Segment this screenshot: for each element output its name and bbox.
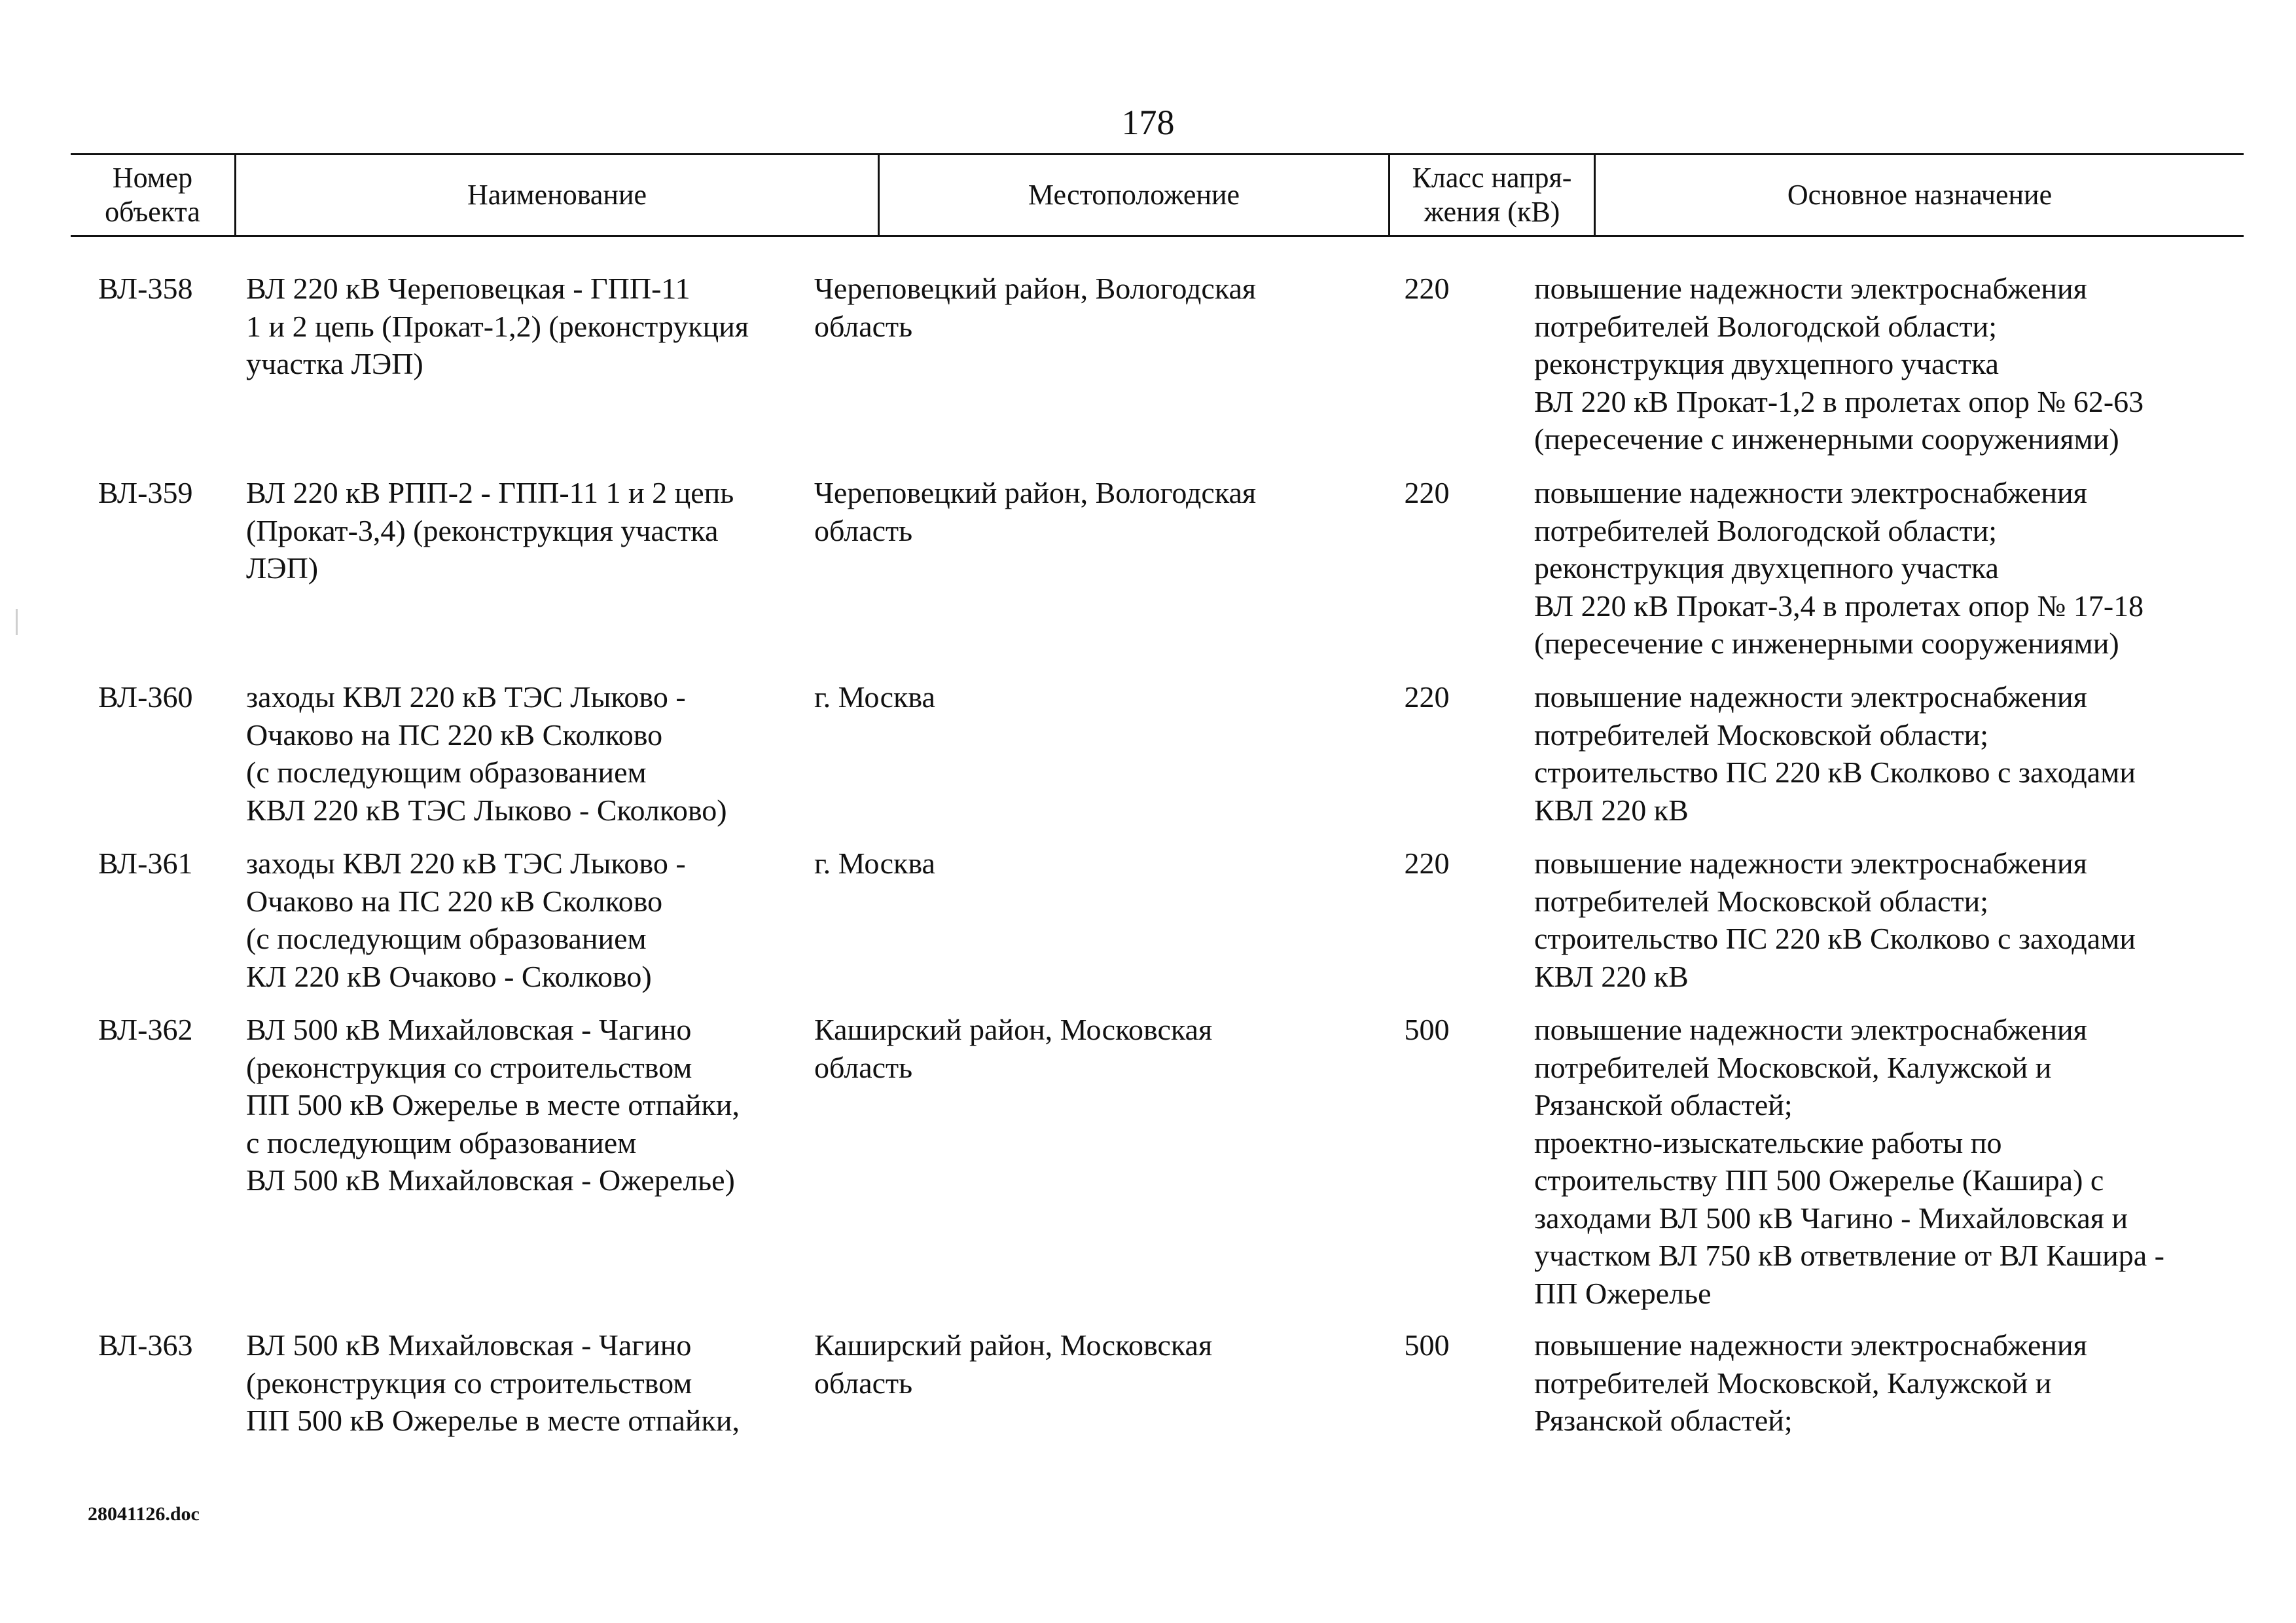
object-name: ВЛ 220 кВ Череповецкая - ГПП-11 1 и 2 цепь (Прокат-1,2) (реконструкция участка ЛЭП) [246, 272, 749, 380]
header-name: Наименование [234, 155, 878, 235]
object-location: г. Москва [814, 847, 935, 880]
header-location: Местоположение [878, 155, 1388, 235]
scan-margin-mark [16, 609, 18, 635]
object-voltage: 500 [1404, 1013, 1450, 1046]
object-voltage: 220 [1404, 847, 1450, 880]
table-header [71, 153, 2244, 237]
page-number: 178 [1121, 103, 1175, 142]
object-name: заходы КВЛ 220 кВ ТЭС Лыково - Очаково на ПС 220 кВ Сколково (с последующим образованием КЛ 220 кВ Очаково - Сколково) [246, 847, 686, 993]
object-name: ВЛ 220 кВ РПП-2 - ГПП-11 1 и 2 цепь (Прокат-3,4) (реконструкция участка ЛЭП) [246, 476, 734, 585]
header-number: Номер объекта [105, 162, 200, 228]
object-purpose: повышение надежности электроснабжения потребителей Вологодской области; реконструкция двухцепного участка ВЛ 220 кВ Прокат-1,2 в пролетах опор № 62-63 (пересечение с инженерными сооружениями) [1534, 272, 2144, 456]
object-number: ВЛ-359 [98, 476, 193, 509]
object-purpose: повышение надежности электроснабжения потребителей Московской области; строительство ПС 220 кВ Сколково с заходами КВЛ 220 кВ [1534, 847, 2136, 993]
object-number: ВЛ-360 [98, 680, 193, 714]
object-purpose: повышение надежности электроснабжения потребителей Московской, Калужской и Рязанской областей; проектно-изыскательские работы по строительству ПП 500 Ожерелье (Кашира) с заходами ВЛ 500 кВ Чагино - Михайловская и участком ВЛ 750 кВ ответвление от ВЛ Кашира - ПП Ожерелье [1534, 1013, 2164, 1310]
object-location: Череповецкий район, Вологодская область [814, 272, 1257, 343]
object-name: ВЛ 500 кВ Михайловская - Чагино (реконструкция со строительством ПП 500 кВ Ожерелье в месте отпайки, с последующим образованием ВЛ 500 кВ Михайловская - Ожерелье) [246, 1013, 740, 1197]
object-number: ВЛ-363 [98, 1328, 193, 1362]
object-voltage: 220 [1404, 476, 1450, 509]
object-voltage: 220 [1404, 272, 1450, 305]
object-purpose: повышение надежности электроснабжения потребителей Вологодской области; реконструкция двухцепного участка ВЛ 220 кВ Прокат-3,4 в пролетах опор № 17-18 (пересечение с инженерными сооружениями) [1534, 476, 2144, 660]
object-name: ВЛ 500 кВ Михайловская - Чагино (реконструкция со строительством ПП 500 кВ Ожерелье в месте отпайки, [246, 1328, 740, 1437]
object-number: ВЛ-361 [98, 847, 193, 880]
object-voltage: 500 [1404, 1328, 1450, 1362]
object-location: Череповецкий район, Вологодская область [814, 476, 1257, 547]
header-purpose: Основное назначение [1594, 155, 2244, 235]
object-number: ВЛ-358 [98, 272, 193, 305]
object-name: заходы КВЛ 220 кВ ТЭС Лыково - Очаково на ПС 220 кВ Сколково (с последующим образованием КВЛ 220 кВ ТЭС Лыково - Сколково) [246, 680, 727, 827]
document-filename: 28041126.doc [88, 1503, 200, 1525]
object-location: г. Москва [814, 680, 935, 714]
object-purpose: повышение надежности электроснабжения потребителей Московской, Калужской и Рязанской областей; [1534, 1328, 2087, 1437]
object-purpose: повышение надежности электроснабжения потребителей Московской области; строительство ПС 220 кВ Сколково с заходами КВЛ 220 кВ [1534, 680, 2136, 827]
object-location: Каширский район, Московская область [814, 1013, 1213, 1084]
header-voltage: Класс напря- жения (кВ) [1388, 155, 1594, 235]
object-number: ВЛ-362 [98, 1013, 193, 1046]
object-voltage: 220 [1404, 680, 1450, 714]
object-location: Каширский район, Московская область [814, 1328, 1213, 1400]
